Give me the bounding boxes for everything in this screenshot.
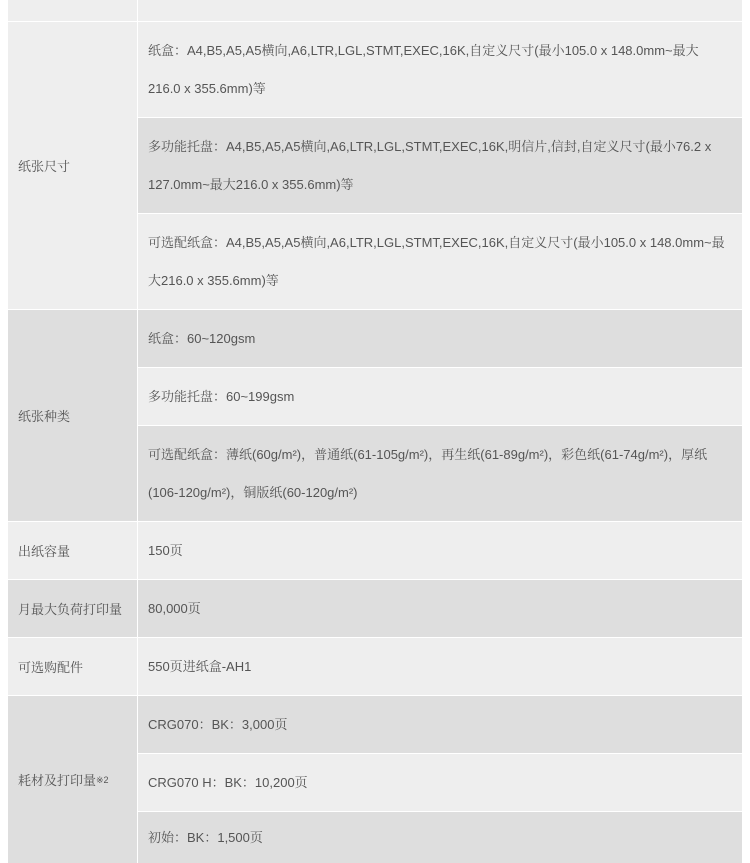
spec-value-text: 纸盒：A4,B5,A5,A5横向,A6,LTR,LGL,STMT,EXEC,16K,自定义尺寸(最小105.0 x 148.0mm~最大216.0 x 355.6mm)等 <box>148 42 699 96</box>
spec-value-text: 多功能托盘：60~199gsm <box>148 388 295 404</box>
spec-value-options <box>138 638 742 695</box>
spec-value-text: 可选配纸盒：薄纸(60g/m²)，普通纸(61-105g/m²)，再生纸(61-89g/m²)，彩色纸(61-74g/m²)，厚纸(106-120g/m²)，铜版纸(60-120g/m²) <box>148 446 708 500</box>
spec-value-text: 可选配纸盒：A4,B5,A5,A5横向,A6,LTR,LGL,STMT,EXEC,16K,自定义尺寸(最小105.0 x 148.0mm~最大216.0 x 355.6mm)等 <box>148 234 725 288</box>
spec-value-paper-size-optional-cassette <box>138 214 742 309</box>
spec-label-consumables: 耗材及打印量 ※2 <box>8 696 137 863</box>
spec-value-text: 80,000页 <box>148 600 201 616</box>
spec-value-paper-type-optional-cassette <box>138 426 742 521</box>
spec-value-text: 初始：BK：1,500页 <box>148 829 263 845</box>
spec-value-paper-type-cassette <box>138 310 742 367</box>
spec-value-paper-size-mp-tray <box>138 118 742 213</box>
spec-value-consumables-std <box>138 696 742 753</box>
spec-value-output-capacity <box>138 522 742 579</box>
spec-value-text: 多功能托盘：A4,B5,A5,A5横向,A6,LTR,LGL,STMT,EXEC,16K,明信片,信封,自定义尺寸(最小76.2 x 127.0mm~最大216.0 x 355.6mm)等 <box>148 138 712 192</box>
spec-label-options: 可选购配件 <box>8 638 137 695</box>
spec-value-consumables-high <box>138 754 742 811</box>
spec-value-partial <box>138 0 742 21</box>
spec-label-output-capacity: 出纸容量 <box>8 522 137 579</box>
spec-value-monthly-duty <box>138 580 742 637</box>
spec-value-text: CRG070：BK：3,000页 <box>148 716 288 732</box>
spec-label-partial <box>8 0 137 21</box>
spec-label-consumables-text: 耗材及打印量 <box>18 773 97 788</box>
spec-label-monthly-duty: 月最大负荷打印量 <box>8 580 137 637</box>
spec-label-paper-type: 纸张种类 <box>8 310 137 521</box>
spec-table <box>8 0 742 863</box>
spec-label-paper-size: 纸张尺寸 <box>8 22 137 309</box>
spec-value-paper-size-cassette <box>138 22 742 117</box>
spec-value-paper-type-mp-tray <box>138 368 742 425</box>
spec-value-text: 纸盒：60~120gsm <box>148 330 256 346</box>
spec-value-consumables-starter <box>138 812 742 863</box>
spec-value-text: CRG070 H：BK：10,200页 <box>148 774 308 790</box>
spec-value-text: 150页 <box>148 542 183 558</box>
spec-value-text: 550页进纸盒-AH1 <box>148 658 252 674</box>
